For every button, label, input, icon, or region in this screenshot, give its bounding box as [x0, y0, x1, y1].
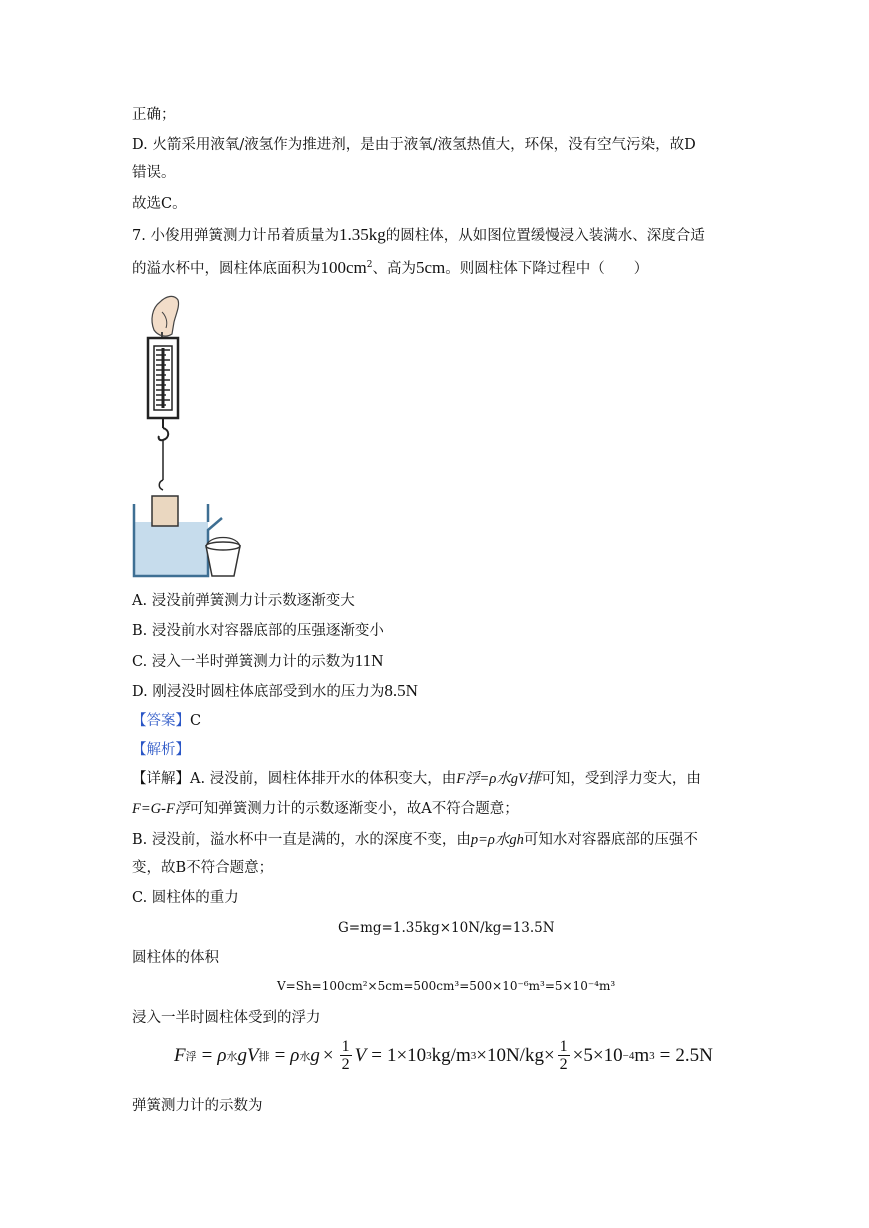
formula-symbol: ρ [217, 1044, 227, 1066]
option-a: A. 浸没前弹簧测力计示数逐渐变大 [132, 593, 355, 609]
formula-result: 2.5N [675, 1044, 713, 1066]
q7-area: 100cm [320, 258, 367, 277]
pressure-formula: p=ρ水gh [470, 832, 524, 848]
frac-den: 2 [341, 1056, 350, 1073]
detail-tag: 【详解】 [132, 771, 190, 787]
formula-value: 5×10 [583, 1044, 623, 1066]
detail-text: 可知水对容器底部的压强不 [523, 832, 698, 848]
buoyancy-formula: F浮=ρ水gV排 [456, 771, 542, 787]
option-c [132, 651, 383, 672]
equation-volume: V=Sh=100cm²×5cm=500cm³=500×10⁻⁶m³=5×10⁻⁴m³ [277, 979, 616, 993]
detail-text: A. 浸没前，圆柱体排开水的体积变大，由 [190, 771, 457, 787]
formula-eq: = [274, 1044, 286, 1066]
text-line: 正确； [132, 107, 176, 123]
detail-line-8: 弹簧测力计的示数为 [132, 1098, 263, 1114]
q7-text: 、高为 [372, 261, 417, 277]
formula-eq: = [371, 1044, 382, 1066]
detail-line-4: 变，故B不符合题意； [132, 860, 274, 876]
formula-symbol: V [354, 1044, 367, 1066]
equation-buoyancy [174, 1038, 713, 1073]
fraction-half [340, 1038, 352, 1073]
detail-line-2 [132, 799, 519, 819]
answer-value: C [190, 713, 202, 729]
formula-symbol: F [174, 1044, 186, 1066]
option-d-text: D. 刚浸没时圆柱体底部受到水的压力为 [132, 684, 385, 700]
option-c-text: C. 浸入一半时弹簧测力计的示数为 [132, 654, 355, 670]
q7-text: 7. 小俊用弹簧测力计吊着质量为 [132, 228, 339, 244]
option-c-value: 11N [354, 651, 384, 670]
answer-tag: 【答案】 [132, 713, 190, 729]
detail-line-7: 浸入一半时圆柱体受到的浮力 [132, 1010, 321, 1026]
spring-scale-figure [132, 292, 250, 582]
detail-text: 可知弹簧测力计的示数逐渐变小，故A不符合题意； [189, 801, 519, 817]
formula-exp: 3 [649, 1049, 655, 1062]
formula-sub: 水 [226, 1049, 238, 1063]
force-formula: F=G-F浮 [132, 801, 190, 817]
detail-line-5: C. 圆柱体的重力 [132, 890, 239, 906]
detail-text: B. 浸没前，溢水杯中一直是满的，水的深度不变，由 [132, 832, 471, 848]
formula-sub: 水 [299, 1049, 311, 1063]
q7-text: 。则圆柱体下降过程中（ ） [445, 261, 649, 277]
frac-num: 1 [559, 1038, 568, 1055]
formula-symbol: V [246, 1044, 259, 1066]
detail-text: 可知，受到浮力变大，由 [541, 771, 701, 787]
q7-text: 的溢水杯中，圆柱体底面积为 [132, 261, 321, 277]
frac-den: 2 [559, 1056, 568, 1073]
option-b: B. 浸没前水对容器底部的压强逐渐变小 [132, 623, 384, 639]
question-7-line1 [132, 225, 705, 246]
formula-eq: = [659, 1044, 671, 1066]
formula-sub: 排 [258, 1049, 270, 1063]
detail-line-1 [132, 769, 701, 789]
formula-op: × [572, 1044, 584, 1066]
q7-area-exp: 2 [366, 260, 373, 271]
analysis-tag: 【解析】 [132, 742, 190, 758]
frac-num: 1 [341, 1038, 350, 1055]
formula-sub: 浮 [185, 1049, 197, 1063]
option-d-prev: D. 火箭采用液氧/液氢作为推进剂，是由于液氧/液氢热值大，环保，没有空气污染，故D [132, 137, 696, 153]
formula-exp: −4 [622, 1049, 635, 1062]
q7-mass: 1.35kg [338, 225, 386, 244]
formula-exp: 3 [470, 1049, 477, 1062]
formula-value: ×10N/kg× [476, 1044, 555, 1066]
formula-symbol: g [310, 1044, 320, 1066]
text-line: 故选C。 [132, 196, 187, 212]
detail-line-6: 圆柱体的体积 [132, 950, 219, 966]
formula-symbol: ρ [290, 1044, 300, 1066]
formula-unit: m [634, 1044, 650, 1066]
formula-exp: 3 [426, 1049, 432, 1062]
cylinder [152, 496, 178, 526]
option-d-value: 8.5N [384, 681, 418, 700]
text-line: 错误。 [132, 165, 176, 181]
formula-value: 1×10 [386, 1044, 427, 1066]
formula-op: × [322, 1044, 334, 1066]
formula-symbol: g [237, 1044, 247, 1066]
formula-eq: = [201, 1044, 213, 1066]
question-7-line2 [132, 258, 648, 279]
overflow-cup-water [134, 522, 208, 576]
fraction-half [558, 1038, 570, 1073]
q7-text: 的圆柱体，从如图位置缓慢浸入装满水、深度合适 [385, 228, 705, 244]
formula-unit: kg/m [431, 1044, 471, 1066]
q7-height: 5cm [416, 258, 446, 277]
answer-line [132, 711, 201, 731]
equation-gravity: G=mg=1.35kg×10N/kg=13.5N [338, 920, 555, 936]
detail-line-3 [132, 830, 698, 850]
option-d [132, 681, 418, 702]
